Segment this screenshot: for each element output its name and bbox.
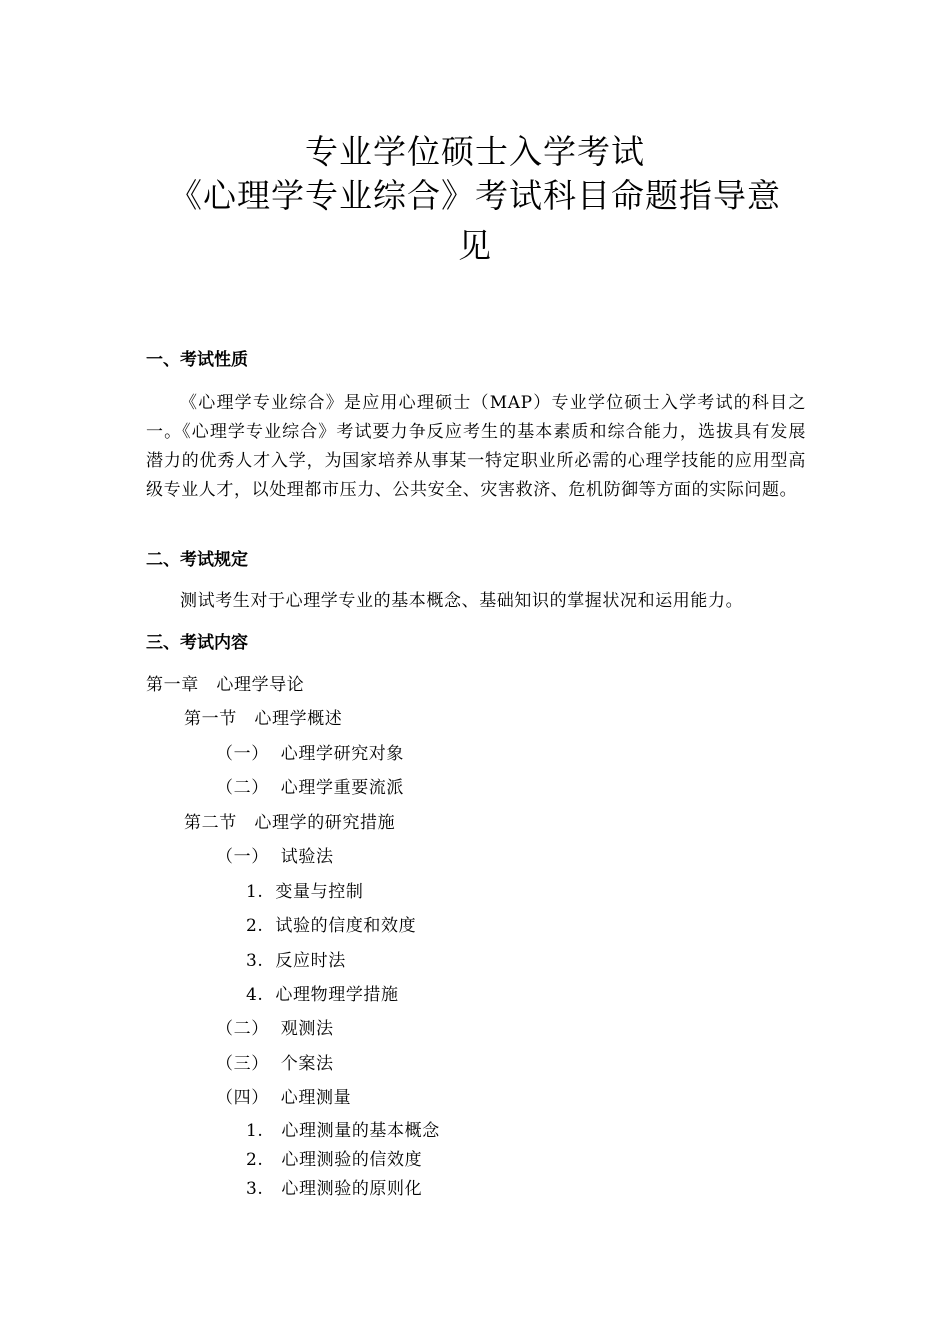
section-paragraph-exam-nature: 《心理学专业综合》是应用心理硕士（MAP）专业学位硕士入学考试的科目之一。《心理学专业综合》考试要力争反应考生的基本素质和综合能力，选拔具有发展潜力的优秀人才入学，为国家培养从事某一特定职业所必需的心理学技能的应用型高级专业人才，以处理都市压力、公共安全、灾害救济、危机防御等方面的实际问题。 [146,393,806,500]
section-paragraph-exam-rules: 测试考生对于心理学专业的基本概念、基础知识的掌握状况和运用能力。 [180,591,744,611]
outline-item: （一） 试验法 [216,847,334,867]
outline-subitem: 2. 试验的信度和效度 [246,916,417,936]
outline-section-2: 第二节 心理学的研究措施 [184,813,396,833]
outline-item: （三） 个案法 [216,1054,334,1074]
outline-item: （一） 心理学研究对象 [216,744,405,764]
outline-subitem: 3. 反应时法 [246,951,346,971]
outline-item: （二） 心理学重要流派 [216,778,405,798]
outline-chapter-1: 第一章 心理学导论 [146,675,305,695]
outline-subitem: 3. 心理测验的原则化 [246,1179,423,1199]
title-line-2: 《心理学专业综合》考试科目命题指导意 [169,176,781,215]
section-heading-exam-nature: 一、考试性质 [146,350,248,370]
title-line-3: 见 [458,226,492,265]
outline-section-1: 第一节 心理学概述 [184,709,343,729]
outline-item: （四） 心理测量 [216,1088,352,1108]
outline-subitem: 2. 心理测验的信效度 [246,1150,423,1170]
outline-subitem: 1. 变量与控制 [246,882,364,902]
title-line-1: 专业学位硕士入学考试 [305,132,645,171]
outline-subitem: 4. 心理物理学措施 [246,985,399,1005]
section-heading-exam-content: 三、考试内容 [146,633,248,653]
section-heading-exam-rules: 二、考试规定 [146,550,248,570]
outline-item: （二） 观测法 [216,1019,334,1039]
outline-subitem: 1. 心理测量的基本概念 [246,1121,440,1141]
